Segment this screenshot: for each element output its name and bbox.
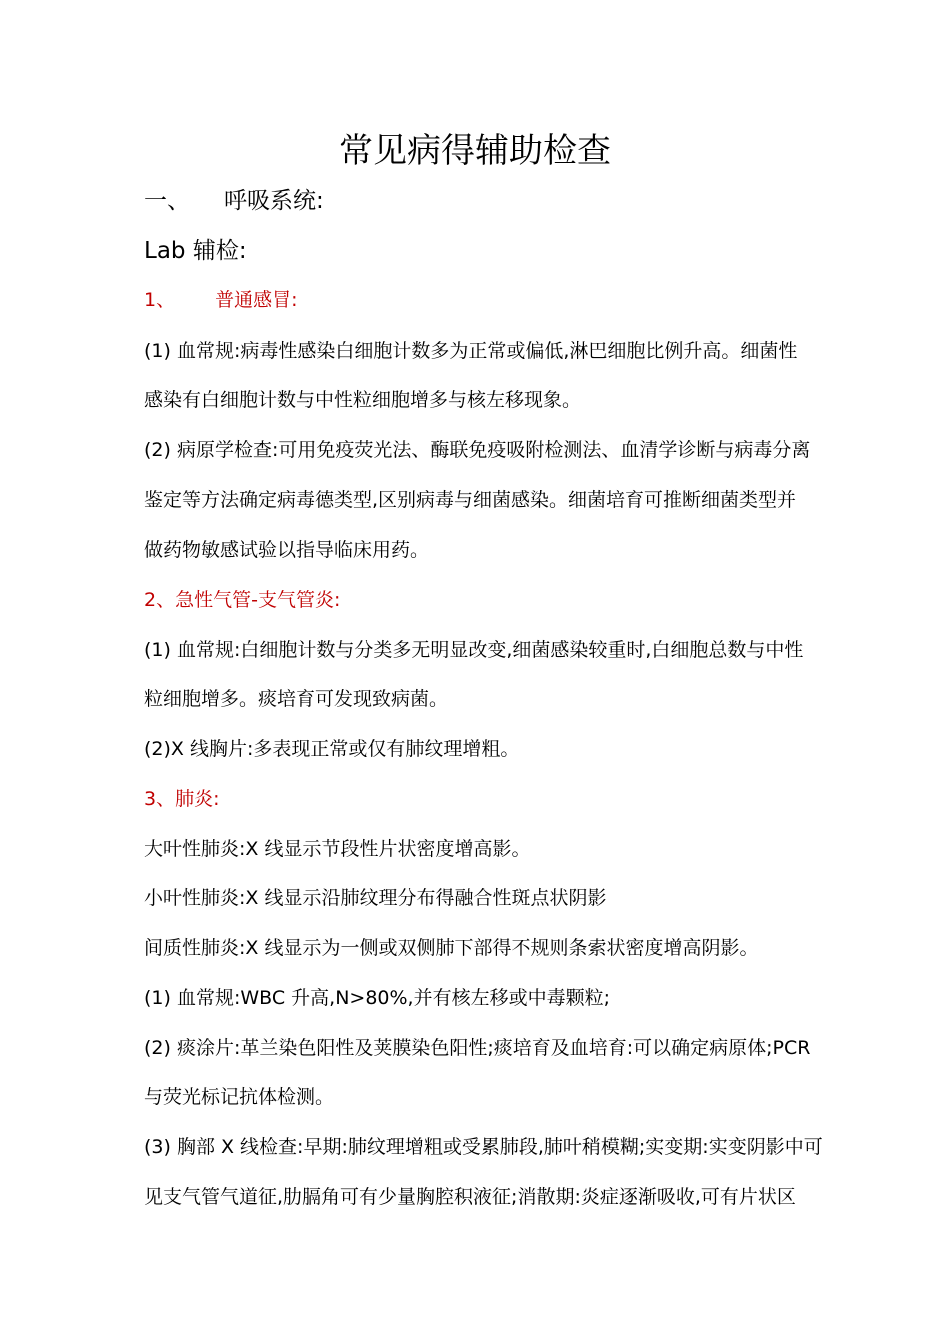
paragraph-line: (2) 病原学检查:可用免疫荧光法、酶联免疫吸附检测法、血清学诊断与病毒分离 (144, 439, 811, 461)
subheading-bronchitis: 2、急性气管-支气管炎: (144, 589, 341, 611)
subheading-common-cold (144, 287, 824, 313)
section-heading (144, 186, 824, 216)
paragraph-line: 做药物敏感试验以指导临床用药。 (144, 539, 430, 561)
subheading-number: 1、 (144, 289, 176, 311)
paragraph-line: (2) 痰涂片:革兰染色阳性及荚膜染色阳性;痰培育及血培育:可以确定病原体;PCR (144, 1037, 811, 1059)
paragraph-line: (2)X 线胸片:多表现正常或仅有肺纹理增粗。 (144, 738, 520, 760)
lab-heading: Lab 辅检: (144, 238, 247, 264)
section-number: 一、 (144, 188, 190, 214)
paragraph-line: (3) 胸部 X 线检查:早期:肺纹理增粗或受累肺段,肺叶稍模糊;实变期:实变阴影中可 (144, 1136, 823, 1158)
paragraph-line: 小叶性肺炎:X 线显示沿肺纹理分布得融合性斑点状阴影 (144, 887, 607, 909)
paragraph-line: (1) 血常规:病毒性感染白细胞计数多为正常或偏低,淋巴细胞比例升高。细菌性 (144, 340, 798, 362)
section-label: 呼吸系统: (224, 188, 324, 214)
paragraph-line: 粒细胞增多。痰培育可发现致病菌。 (144, 688, 449, 710)
paragraph-line: 与荧光标记抗体检测。 (144, 1086, 335, 1108)
paragraph-line: 大叶性肺炎:X 线显示节段性片状密度增高影。 (144, 838, 531, 860)
paragraph-line: (1) 血常规:WBC 升高,N>80%,并有核左移或中毒颗粒; (144, 987, 610, 1009)
page-title: 常见病得辅助检查 (339, 131, 611, 171)
paragraph-line: 感染有白细胞计数与中性粒细胞增多与核左移现象。 (144, 389, 582, 411)
subheading-pneumonia: 3、肺炎: (144, 788, 220, 810)
paragraph-line: 见支气管气道征,肋膈角可有少量胸腔积液征;消散期:炎症逐渐吸收,可有片状区 (144, 1186, 796, 1208)
paragraph-line: 鉴定等方法确定病毒德类型,区别病毒与细菌感染。细菌培育可推断细菌类型并 (144, 489, 797, 511)
subheading-label: 普通感冒: (215, 289, 298, 311)
paragraph-line: (1) 血常规:白细胞计数与分类多无明显改变,细菌感染较重时,白细胞总数与中性 (144, 639, 804, 661)
paragraph-line: 间质性肺炎:X 线显示为一侧或双侧肺下部得不规则条索状密度增高阴影。 (144, 937, 759, 959)
